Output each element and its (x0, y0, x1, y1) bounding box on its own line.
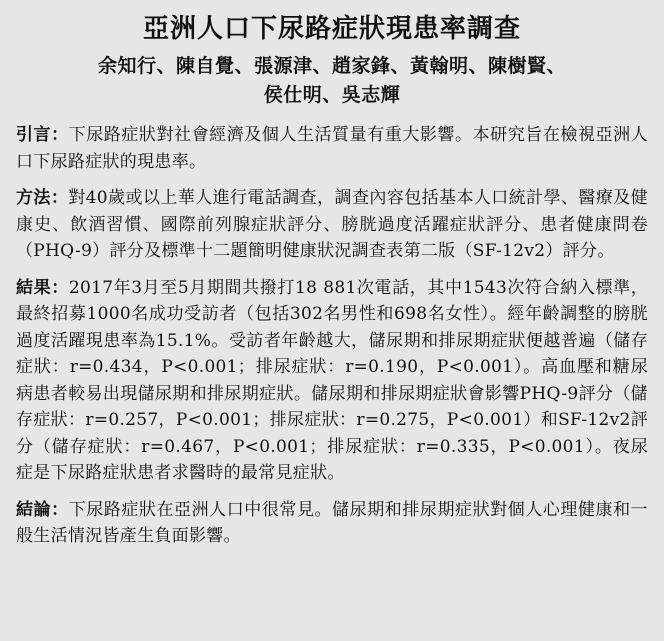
methods-label: 方法： (16, 188, 69, 208)
methods-text: 對40歲或以上華人進行電話調查，調查內容包括基本人口統計學、醫療及健康史、飲酒習慣、國際前列腺症狀評分、膀胱過度活躍症狀評分、患者健康問卷（PHQ-9）評分及標準十二題簡明健康狀況調查表第二版（SF-12v2）評分。 (16, 188, 648, 261)
conclusion-label: 結論： (16, 499, 69, 520)
intro-label: 引言： (16, 125, 69, 145)
conclusion-section (16, 497, 648, 550)
author-line-2: 侯仕明、吳志輝 (263, 84, 401, 106)
results-section (16, 275, 648, 487)
intro-section (16, 122, 648, 175)
author-list (16, 52, 648, 110)
results-label: 結果： (16, 277, 69, 298)
author-line-1: 余知行、陳自覺、張源津、趙家鋒、黃翰明、陳樹賢、 (97, 55, 566, 77)
methods-section (16, 185, 648, 265)
intro-text: 下尿路症狀對社會經濟及個人生活質量有重大影響。本研究旨在檢視亞洲人口下尿路症狀的現患率。 (16, 125, 648, 172)
article-title: 亞洲人口下尿路症狀現患率調查 (142, 14, 521, 44)
conclusion-text: 下尿路症狀在亞洲人口中很常見。儲尿期和排尿期症狀對個人心理健康和一般生活情況皆產生負面影響。 (16, 499, 648, 546)
results-text: 2017年3月至5月期間共撥打18 881次電話，其中1543次符合納入標準，最終招募1000名成功受訪者（包括302名男性和698名女性）。經年齡調整的膀胱過度活躍現患率為15.1%。受訪者年齡越大，儲尿期和排尿期症狀便越普遍（儲存症狀：r=0.434，P<0.001；排尿症狀：r=0.190，P<0.001）。高血壓和糖尿病患者較易出現儲尿期和排尿期症狀。儲尿期和排尿期症狀會影響PHQ-9評分（儲存症狀：r=0.257，P<0.001；排尿症狀：r=0.275，P<0.001）和SF-12v2評分（儲存症狀：r=0.467，P<0.001；排尿症狀：r=0.335，P<0.001）。夜尿症是下尿路症狀患者求醫時的最常見症狀。 (16, 277, 648, 483)
